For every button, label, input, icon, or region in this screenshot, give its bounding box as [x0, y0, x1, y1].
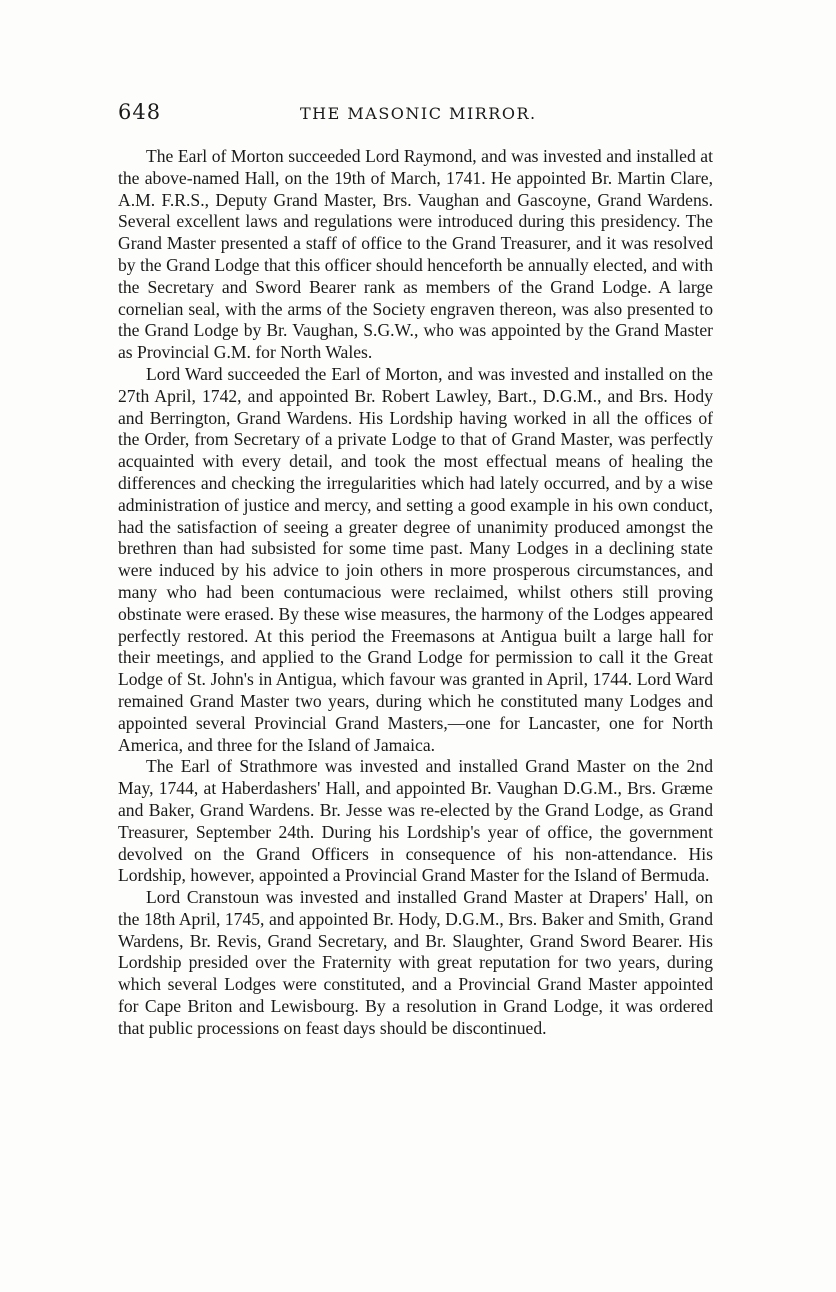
journal-title: THE MASONIC MIRROR. [300, 104, 537, 123]
paragraph-earl-of-morton: The Earl of Morton succeeded Lord Raymond, and was invested and installed at the above-named Hall, on the 19th of March, 1741. He appointed Br. Martin Clare, A.M. F.R.S., Deputy Grand Master, Brs. Vaughan and Gascoyne, Grand Wardens. Several excellent laws and regulations were introduced during this presidency. The Grand Master presented a staff of office to the Grand Treasurer, and it was resolved by the Grand Lodge that this officer should henceforth be annually elected, and with the Secretary and Sword Bearer rank as members of the Grand Lodge. A large cornelian seal, with the arms of the Society engraven thereon, was also presented to the Grand Lodge by Br. Vaughan, S.G.W., who was appointed by the Grand Master as Provincial G.M. for North Wales. [118, 146, 713, 363]
paragraph-lord-ward: Lord Ward succeeded the Earl of Morton, and was invested and installed on the 27th April, 1742, and appointed Br. Robert Lawley, Bart., D.G.M., and Brs. Hody and Berrington, Grand Wardens. His Lordship having worked in all the offices of the Order, from Secretary of a private Lodge to that of Grand Master, was perfectly acquainted with every detail, and took the most effectual means of healing the differences and checking the irregularities which had lately occurred, and by a wise administration of justice and mercy, and setting a good example in his own conduct, had the satisfaction of seeing a greater degree of unanimity produced amongst the brethren than had subsisted for some time past. Many Lodges in a declining state were induced by his advice to join others in more prosperous circumstances, and many who had been contumacious were reclaimed, whilst others still proving obstinate were erased. By these wise measures, the harmony of the Lodges appeared perfectly restored. At this period the Freemasons at Antigua built a large hall for their meetings, and applied to the Grand Lodge for permission to call it the Great Lodge of St. John's in Antigua, which favour was granted in April, 1744. Lord Ward remained Grand Master two years, during which he constituted many Lodges and appointed several Provincial Grand Masters,—one for Lancaster, one for North America, and three for the Island of Jamaica. [118, 363, 713, 755]
paragraph-earl-of-strathmore: The Earl of Strathmore was invested and installed Grand Master on the 2nd May, 1744, at Haberdashers' Hall, and appointed Br. Vaughan D.G.M., Brs. Græme and Baker, Grand Wardens. Br. Jesse was re-elected by the Grand Lodge, as Grand Treasurer, September 24th. During his Lordship's year of office, the government devolved on the Grand Officers in consequence of his non-attendance. His Lordship, however, appointed a Provincial Grand Master for the Island of Bermuda. [118, 756, 713, 886]
page-number: 648 [118, 100, 162, 124]
running-head [118, 100, 718, 130]
body-text [118, 146, 713, 1040]
paragraph-lord-cranstoun: Lord Cranstoun was invested and installed Grand Master at Drapers' Hall, on the 18th April, 1745, and appointed Br. Hody, D.G.M., Brs. Baker and Smith, Grand Wardens, Br. Revis, Grand Secretary, and Br. Slaughter, Grand Sword Bearer. His Lordship presided over the Fraternity with great reputation for two years, during which several Lodges were constituted, and a Provincial Grand Master appointed for Cape Briton and Lewisbourg. By a resolution in Grand Lodge, it was ordered that public processions on feast days should be discontinued. [118, 887, 713, 1038]
